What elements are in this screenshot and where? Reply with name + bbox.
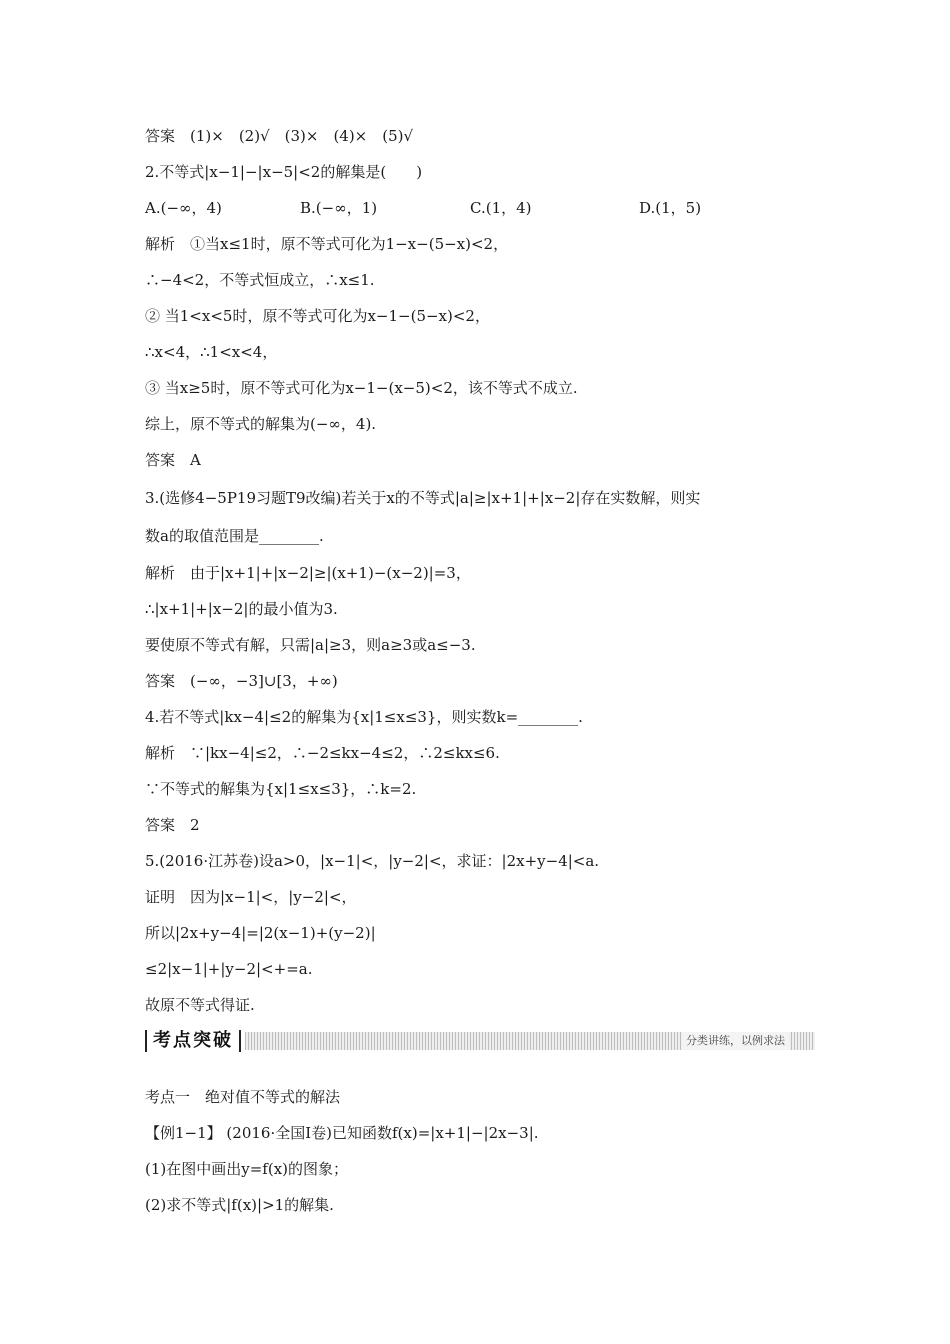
banner-title: 考点突破: [153, 1030, 233, 1051]
answer-q2: 答案 A: [145, 451, 201, 469]
analysis-q2-line4: ∴x<4，∴1<x<4，: [145, 343, 278, 361]
answer-q3: 答案 (−∞，−3]∪[3，+∞): [145, 672, 338, 690]
analysis-q2-line2: ∴−4<2，不等式恒成立，∴x≤1.: [145, 271, 375, 289]
proof-q5-line4: 故原不等式得证.: [145, 996, 255, 1014]
section-banner: [145, 1028, 815, 1054]
question-3-line2: 数a的取值范围是________.: [145, 527, 324, 545]
question-2: 2.不等式|x−1|−|x−5|<2的解集是( ): [145, 163, 423, 181]
analysis-q3-line2: ∴|x+1|+|x−2|的最小值为3.: [145, 600, 338, 618]
answer-line-q1: 答案 (1)× (2)√ (3)× (4)× (5)√: [145, 127, 414, 145]
question-3-line1: 3.(选修4−5P19习题T9改编)若关于x的不等式|a|≥|x+1|+|x−2|存在实数解，则实: [145, 489, 701, 507]
section-heading: 考点一 绝对值不等式的解法: [145, 1088, 341, 1106]
banner-left-bar: [145, 1030, 147, 1052]
analysis-q3-line3: 要使原不等式有解，只需|a|≥3，则a≥3或a≤−3.: [145, 636, 476, 654]
banner-tagline: 分类讲练，以例求法: [682, 1032, 789, 1050]
analysis-q3-line1: 解析 由于|x+1|+|x−2|≥|(x+1)−(x−2)|=3，: [145, 564, 471, 582]
analysis-q2-line6: 综上，原不等式的解集为(−∞，4).: [145, 415, 377, 433]
proof-q5-line2: 所以|2x+y−4|=|2(x−1)+(y−2)|: [145, 924, 376, 942]
analysis-q2-line1: 解析 ①当x≤1时，原不等式可化为1−x−(5−x)<2，: [145, 235, 509, 253]
analysis-q4-line2: ∵不等式的解集为{x|1≤x≤3}，∴k=2.: [145, 780, 417, 798]
choice-b: B.(−∞，1): [300, 199, 378, 217]
choice-a: A.(−∞，4): [145, 199, 222, 217]
analysis-q2-line3: ② 当1<x<5时，原不等式可化为x−1−(5−x)<2，: [145, 307, 490, 325]
proof-q5-line1: 证明 因为|x−1|<，|y−2|<，: [145, 888, 357, 906]
answer-q4: 答案 2: [145, 816, 200, 834]
example-1-1: 【例1−1】 (2016·全国Ⅰ卷)已知函数f(x)=|x+1|−|2x−3|.: [145, 1124, 539, 1142]
analysis-q4-line1: 解析 ∵|kx−4|≤2，∴−2≤kx−4≤2，∴2≤kx≤6.: [145, 744, 500, 762]
question-4: 4.若不等式|kx−4|≤2的解集为{x|1≤x≤3}，则实数k=________.: [145, 708, 583, 726]
choice-c: C.(1，4): [470, 199, 532, 217]
question-5: 5.(2016·江苏卷)设a>0，|x−1|<，|y−2|<，求证：|2x+y−4|<a.: [145, 852, 600, 870]
banner-right-bar: [239, 1030, 241, 1052]
proof-q5-line3: ≤2|x−1|+|y−2|<+=a.: [145, 960, 313, 978]
analysis-q2-line5: ③ 当x≥5时，原不等式可化为x−1−(x−5)<2，该不等式不成立.: [145, 379, 578, 397]
example-part-1: (1)在图中画出y=f(x)的图象；: [145, 1160, 349, 1178]
example-part-2: (2)求不等式|f(x)|>1的解集.: [145, 1196, 334, 1214]
choice-d: D.(1，5): [639, 199, 702, 217]
